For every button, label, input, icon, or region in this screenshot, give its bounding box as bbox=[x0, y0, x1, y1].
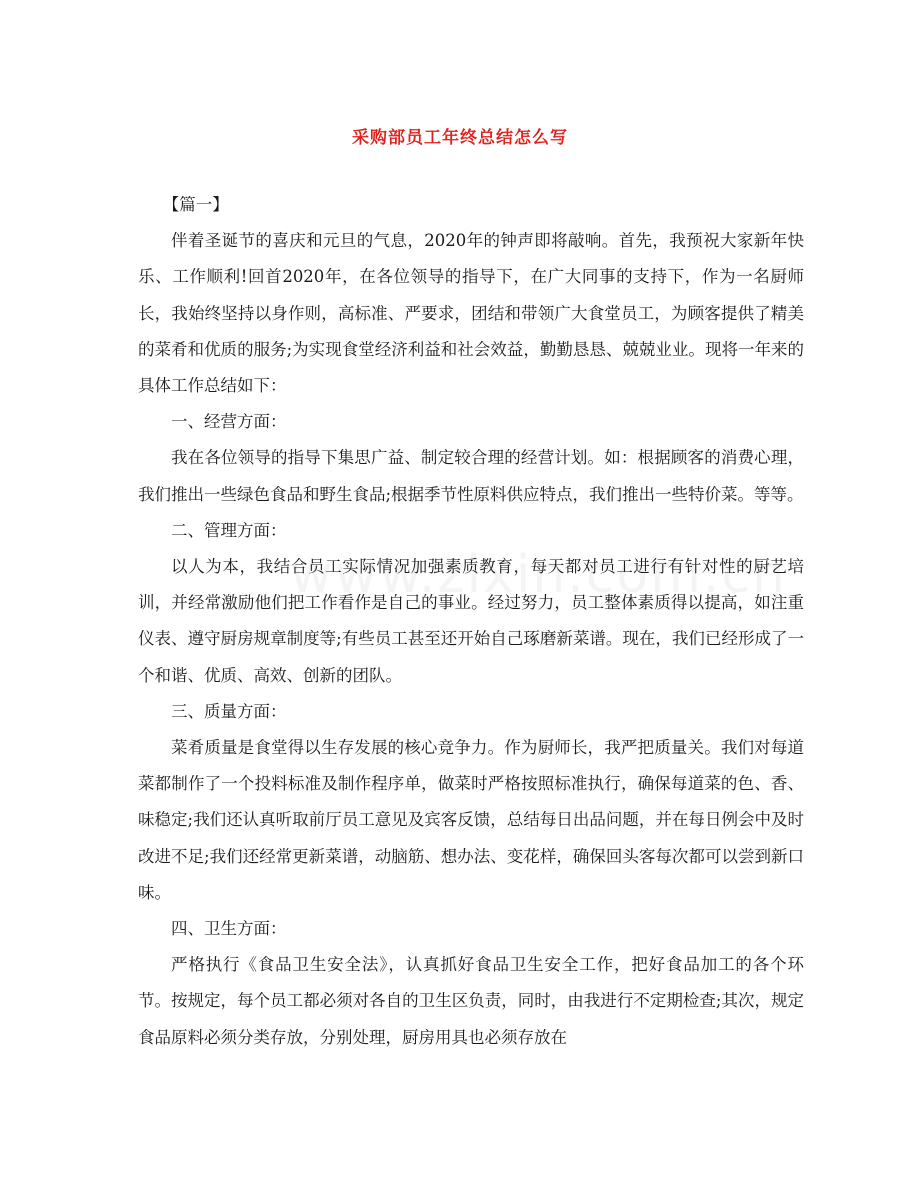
section-heading: 四、卫生方面： bbox=[171, 919, 287, 939]
body-paragraph: 菜肴质量是食堂得以生存发展的核心竞争力。作为厨师长，我严把质量关。我们对每道菜都制作了一个投料标准及制作程序单，做菜时严格按照标准执行，确保每道菜的色、香、味稳定;我们还认真听取前厅员工意见及宾客反馈，总结每日出品问题，并在每日例会中及时改进不足;我们还经常更新菜谱，动脑筋、想办法、变花样，确保回头客每次都可以尝到新口味。 bbox=[138, 738, 804, 902]
body-paragraph: 伴着圣诞节的喜庆和元旦的气息，2020年的钟声即将敲响。首先，我预祝大家新年快乐、工作顺利!回首2020年，在各位领导的指导下，在广大同事的支持下，作为一名厨师长，我始终坚持以身作则，高标准、严要求，团结和带领广大食堂员工，为顾客提供了精美的菜肴和优质的服务;为实现食堂经济利益和社会效益，勤勤恳恳、兢兢业业。现将一年来的具体工作总结如下： bbox=[138, 231, 804, 396]
section-mark: 【篇一】 bbox=[162, 195, 229, 214]
section-heading: 一、经营方面： bbox=[171, 412, 287, 432]
document-title: 采购部员工年终总结怎么写 bbox=[352, 128, 568, 148]
body-paragraph: 严格执行《食品卫生安全法》，认真抓好食品卫生安全工作，把好食品加工的各个环节。按规定，每个员工都必须对各自的卫生区负责，同时，由我进行不定期检查;其次，规定食品原料必须分类存放，分别处理，厨房用具也必须存放在 bbox=[138, 955, 804, 1047]
section-heading: 三、质量方面： bbox=[171, 701, 287, 721]
body-paragraph: 我在各位领导的指导下集思广益、制定较合理的经营计划。如：根据顾客的消费心理，我们推出一些绿色食品和野生食品;根据季节性原料供应特点，我们推出一些特价菜。等等。 bbox=[138, 448, 804, 504]
body-paragraph: 以人为本，我结合员工实际情况加强素质教育，每天都对员工进行有针对性的厨艺培训，并经常激励他们把工作看作是自己的事业。经过努力，员工整体素质得以提高，如注重仪表、遵守厨房规章制度等;有些员工甚至还开始自己琢磨新菜谱。现在，我们已经形成了一个和谐、优质、高效、创新的团队。 bbox=[138, 557, 804, 685]
document-body bbox=[138, 187, 804, 1056]
section-heading: 二、管理方面： bbox=[171, 520, 287, 540]
